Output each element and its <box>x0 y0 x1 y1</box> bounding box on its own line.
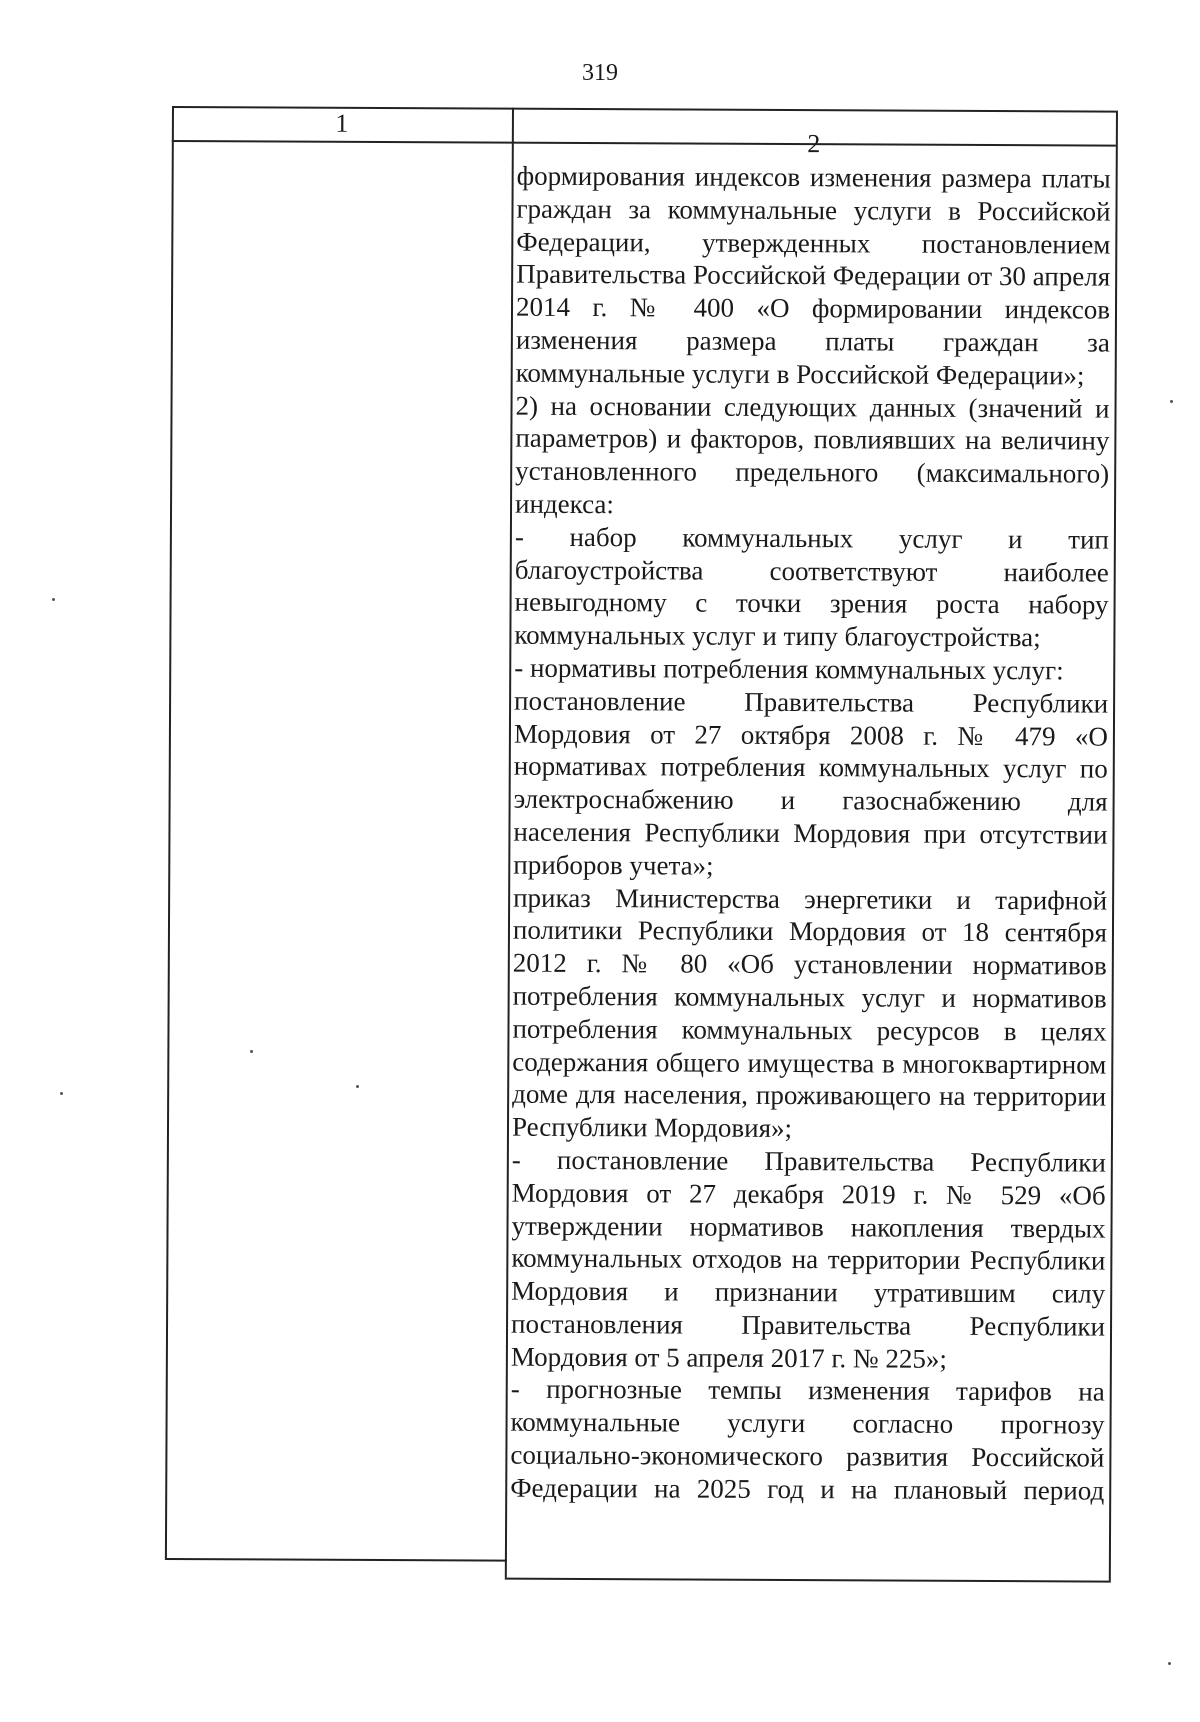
table-left-border <box>165 106 174 1558</box>
scan-speck <box>1168 1662 1171 1665</box>
paragraph-consumption-norms: - нормативы потребления коммунальных услуг: <box>514 652 1064 686</box>
document-table <box>165 106 1116 1581</box>
scan-speck <box>250 1050 253 1053</box>
column-header-2: 2 <box>807 129 821 159</box>
column-header-1: 1 <box>335 108 349 138</box>
table-bottom-border-col2 <box>505 1578 1111 1583</box>
scan-speck <box>356 1085 359 1088</box>
paragraph-services-set: - набор коммунальных услуг и тип благоустройства соответствуют наиболее невыгодному с точки зрения роста набору коммунальных услуг и типу благоустройства; <box>514 521 1109 653</box>
paragraph-resolution-529: - постановление Правительства Республики Мордовия от 27 декабря 2019 г. № 529 «Об утверждении нормативов накопления твердых коммунальных отходов на территории Республики Мордовия и признании утратившим силу постановления Правительства Республики Мордовия от 5 апреля 2017 г. № 225»; <box>510 1144 1106 1374</box>
paragraph-index-rules: формирования индексов изменения размера платы граждан за коммунальные услуги в Российской Федерации, утвержденных постановлением Правительства Российской Федерации от 30 апреля 2014 г. № 400 «О формировании индексов изменения размера платы граждан за коммунальные услуги в Российской Федерации»; <box>515 160 1111 391</box>
page-number: 319 <box>582 60 618 86</box>
table-right-border <box>1109 111 1118 1581</box>
paragraph-tariff-forecast: - прогнозные темпы изменения тарифов на коммунальные услуги согласно прогнозу социально-экономического развития Российской Федерации на 2025 год и на плановый период <box>510 1374 1105 1506</box>
paragraph-order-80: приказ Министерства энергетики и тарифной политики Республики Мордовия от 18 сентября 2012 г. № 80 «Об установлении нормативов потребления коммунальных услуг и нормативов потребления коммунальных ресурсов в целях содержания общего имущества в многоквартирном доме для населения, проживающего на территории Республики Мордовия»; <box>511 882 1108 1144</box>
scan-speck <box>52 598 55 601</box>
scan-speck <box>60 1092 63 1095</box>
table-bottom-border-col1 <box>165 1558 507 1562</box>
scan-speck <box>1170 400 1173 403</box>
column-2-content <box>510 160 1111 1508</box>
paragraph-factors-intro: 2) на основании следующих данных (значений и параметров) и факторов, повлиявших на величину установленного предельного (максимального) индекса: <box>514 390 1110 520</box>
paragraph-resolution-479: постановление Правительства Республики Мордовия от 27 октября 2008 г. № 479 «О нормативах потребления коммунальных услуг по электроснабжению и газоснабжению для населения Республики Мордовия при отсутствии приборов учета»; <box>513 685 1109 881</box>
